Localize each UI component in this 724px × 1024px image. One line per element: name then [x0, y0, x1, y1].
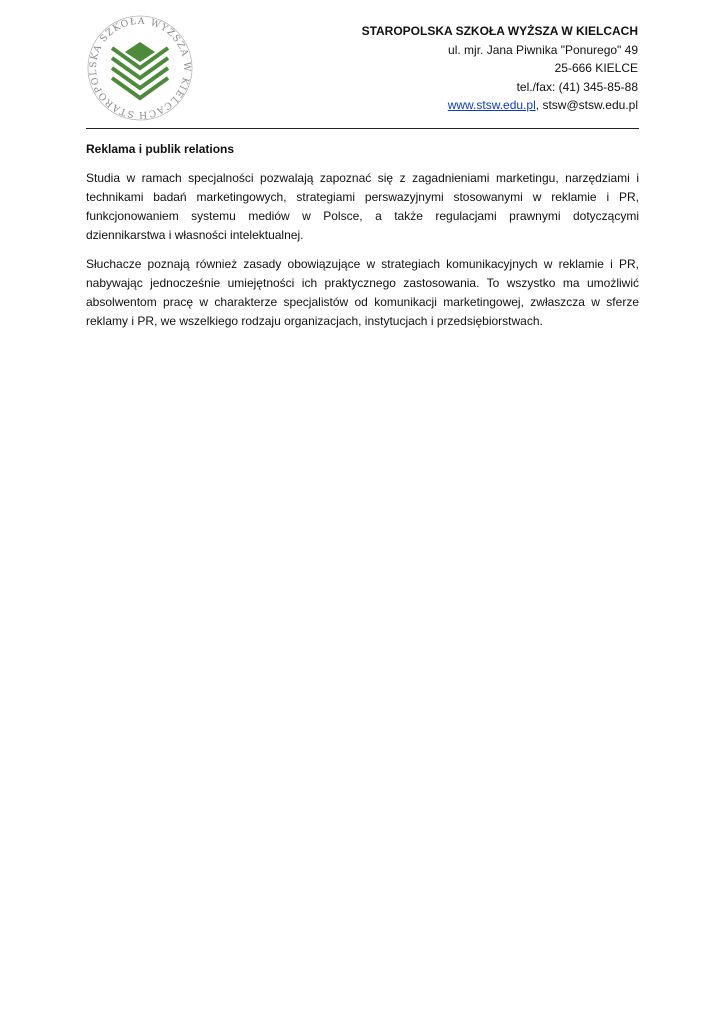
website-link[interactable]: www.stsw.edu.pl	[447, 98, 536, 112]
paragraph-2: Słuchacze poznają również zasady obowiązujące w strategiach komunikacyjnych w reklamie i PR, nabywając jednocześnie umiejętności ich praktycznego zastosowania. To wszystko ma umożliwić absolwentom pracę w charakterze specjalistów od komunikacji marketingowej, zwłaszcza w sferze reklamy i PR, we wszelkiego rodzaju organizacjach, instytucjach i przedsiębiorstwach.	[86, 257, 639, 328]
phone-fax: tel./fax: (41) 345-85-88	[516, 79, 638, 94]
document-body	[86, 140, 639, 341]
school-logo	[84, 12, 196, 122]
logo-ring-text: STAROPOLSKA SZKOŁA WYŻSZA W KIELCACH	[87, 15, 193, 121]
section-heading: Reklama i publik relations	[86, 142, 235, 156]
institution-contact-block	[362, 22, 638, 115]
paragraph-1: Studia w ramach specjalności pozwalają zapoznać się z zagadnieniami marketingu, narzędziami i technikami badań marketingowych, strategiami perswazyjnymi stosowanymi w reklamie i PR, funkcjonowaniem systemu mediów w Polsce, a także regulacjami prawnymi dotyczącymi dziennikarstwa i własności intelektualnej.	[86, 171, 639, 242]
web-email-line	[362, 96, 638, 115]
postal-city: 25-666 KIELCE	[554, 61, 638, 75]
school-name: STAROPOLSKA SZKOŁA WYŻSZA W KIELCACH	[361, 24, 638, 38]
street-address: ul. mjr. Jana Piwnika "Ponurego" 49	[448, 42, 638, 57]
logo-emblem-icon	[84, 12, 196, 122]
contact-separator: ,	[535, 98, 543, 112]
header-divider	[86, 128, 639, 129]
email-address: stsw@stsw.edu.pl	[542, 98, 638, 112]
